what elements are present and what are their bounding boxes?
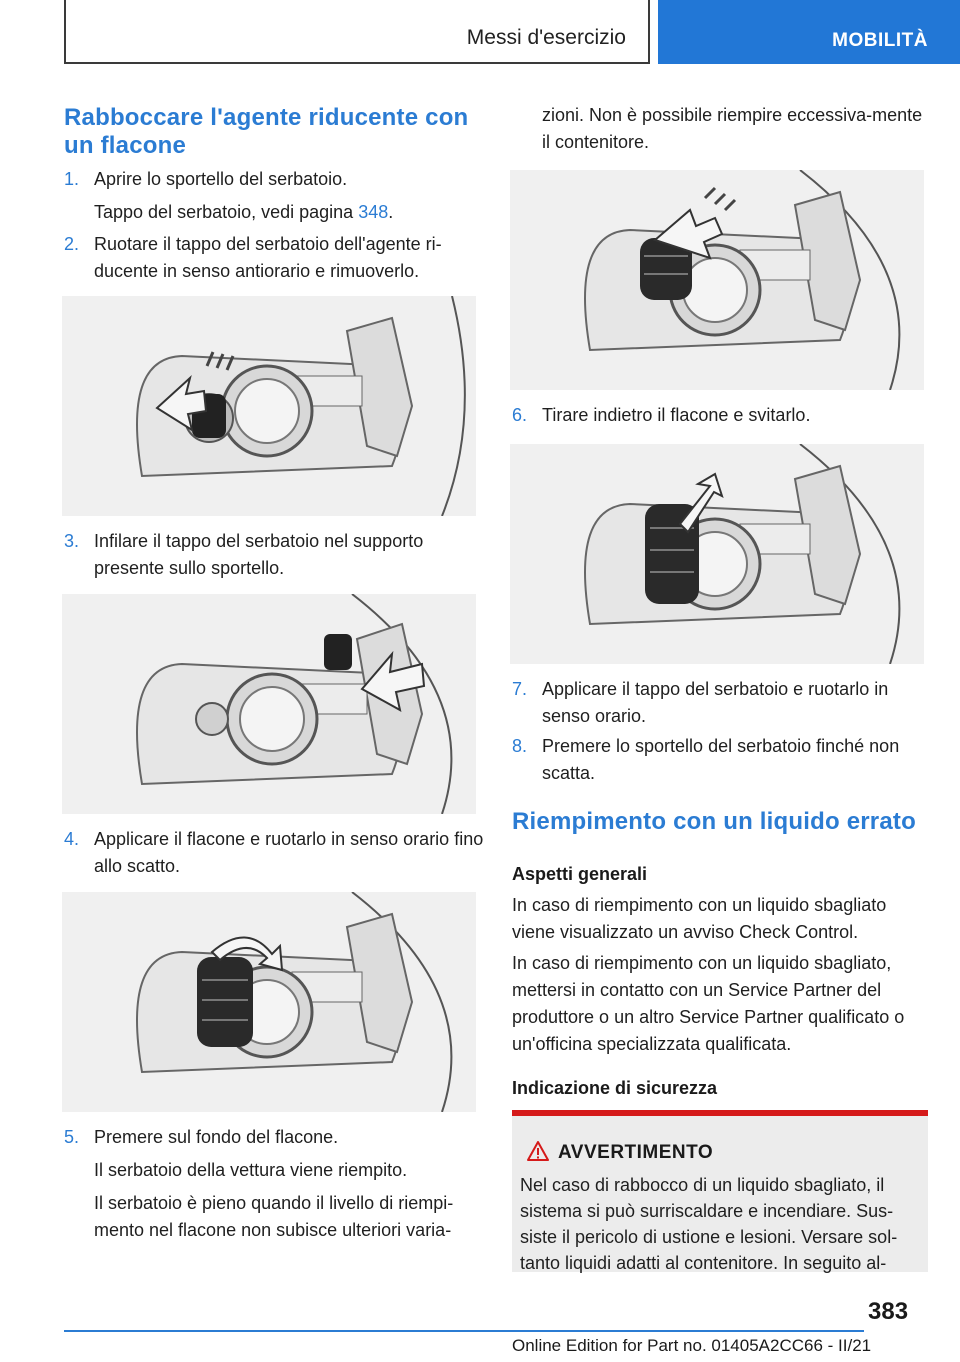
subheading-general: Aspetti generali <box>512 864 648 884</box>
chapter-tab <box>658 0 960 64</box>
step-number: 2. <box>64 234 80 254</box>
edition-info: Online Edition for Part no. 01405A2CC66 - II/21 <box>512 1336 872 1355</box>
section-name: Messi d'esercizio <box>466 26 626 49</box>
chapter-name: MOBILITÀ <box>832 30 928 51</box>
illustration-press-bottle <box>510 170 924 390</box>
reference-text: Tappo del serbatoio, vedi pagina <box>94 202 359 222</box>
step-3 <box>64 528 484 582</box>
reference-suffix: . <box>388 202 394 222</box>
step-text: Tirare indietro il flacone e svitarlo. <box>542 405 811 425</box>
step-number: 8. <box>512 736 528 756</box>
step-number: 1. <box>64 169 80 189</box>
step-text: Applicare il tappo del serbatoio e ruotarlo in senso orario. <box>542 679 889 726</box>
step-text: Premere lo sportello del serbatoio finché non scatta. <box>542 736 900 783</box>
illustration-cap-on-door <box>62 594 476 814</box>
paragraph-check-control: In caso di riempimento con un liquido sbagliato viene visualizzato un avviso Check Control. <box>512 895 887 942</box>
step-5-continuation: zioni. Non è possibile riempire eccessiva-mente il contenitore. <box>542 105 923 152</box>
step-number: 4. <box>64 829 80 849</box>
page-number: 383 <box>868 1298 909 1325</box>
step-number: 6. <box>512 405 528 425</box>
paragraph-service-partner: In caso di riempimento con un liquido sbagliato, mettersi in contatto con un Service Partner del produttore o un altro Service Partner qualificato o un'officina specializzata qualificata. <box>512 953 905 1054</box>
step-5-note-1: Il serbatoio della vettura viene riempito. <box>94 1160 408 1180</box>
illustration-remove-cap <box>62 296 476 516</box>
subheading-safety: Indicazione di sicurezza <box>512 1078 718 1098</box>
step-4 <box>64 826 484 880</box>
section-tab <box>64 0 650 64</box>
step-5 <box>64 1124 484 1151</box>
step-text: Ruotare il tappo del serbatoio dell'agente ri-ducente in senso antiorario e rimuoverlo. <box>94 234 442 281</box>
page-link-348[interactable]: 348 <box>358 202 389 222</box>
warning-triangle-icon <box>526 1140 550 1162</box>
step-2 <box>64 231 484 285</box>
step-text: Infilare il tappo del serbatoio nel supporto presente sullo sportello. <box>94 531 424 578</box>
step-text: Aprire lo sportello del serbatoio. <box>94 169 348 189</box>
illustration-screw-bottle <box>62 892 476 1112</box>
step-number: 3. <box>64 531 80 551</box>
step-text: Premere sul fondo del flacone. <box>94 1127 339 1147</box>
step-1 <box>64 166 484 193</box>
step-text: Applicare il flacone e ruotarlo in senso orario fino allo scatto. <box>94 829 484 876</box>
step-8 <box>512 733 932 787</box>
footer-divider <box>64 1330 864 1332</box>
warning-box <box>512 1110 928 1272</box>
step-7 <box>512 676 932 730</box>
warning-title: AVVERTIMENTO <box>558 1142 714 1163</box>
procedure-title: Rabboccare l'agente riducente con un flacone <box>64 104 469 159</box>
section-title: Riempimento con un liquido errato <box>512 808 916 835</box>
warning-text: Nel caso di rabbocco di un liquido sbagliato, il sistema si può surriscaldare e incendiare. Sus-siste il pericolo di ustione e lesioni. Versare sol-tanto liquidi adatti al contenitore. In seguito al- <box>520 1175 898 1273</box>
step-6 <box>512 402 932 429</box>
step-5-note-2: Il serbatoio è pieno quando il livello di riempi-mento nel flacone non subisce ulteriori varia- <box>94 1193 454 1240</box>
step-number: 7. <box>512 679 528 699</box>
step-number: 5. <box>64 1127 80 1147</box>
illustration-pull-bottle <box>510 444 924 664</box>
page-header <box>0 0 960 66</box>
step-1-reference <box>94 199 484 226</box>
